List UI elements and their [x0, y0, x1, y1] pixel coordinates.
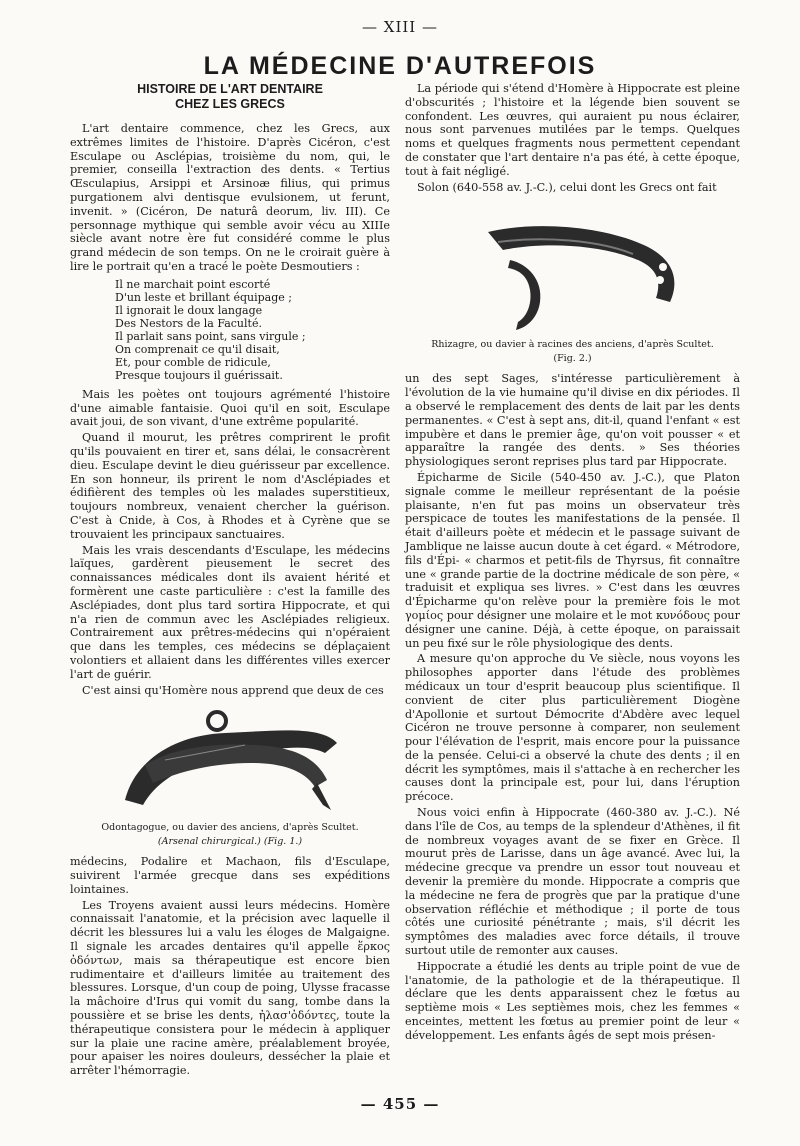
poem-line: D'un leste et brillant équipage ; — [115, 290, 292, 304]
article-heading-line2: CHEZ LES GRECS — [175, 97, 285, 111]
paragraph: Mais les poètes ont toujours agrémenté l'histoire d'une aimable fantaisie. Quoi qu'il en soit, Esculape avait joui, de son vivant, d'une extrême popularité. — [70, 387, 390, 429]
paragraph: L'art dentaire commence, chez les Grecs, aux extrêmes limites de l'histoire. D'après Cicéron, c'est Esculape ou Asclépias, troisième du nom, qui, le premier, conseilla l'extraction des dents. « Tertius Œsculapius, Arsippi et Arsinoæ filius, qui primus purgationem alvi dentisque evulsionem, ut ferunt, invenit. » (Cicéron, De naturâ deorum, liv. III). Ce personnage mythique qui semble avoir vécu au XIIIe siècle avant notre ère fut considéré comme le plus grand médecin de son temps. On ne le croirait guère à lire le portrait qu'en a tracé le poète Desmoutiers : — [70, 122, 390, 273]
paragraph: Quand il mourut, les prêtres comprirent le profit qu'ils pouvaient en tirer et, sans délai, le consacrèrent dieu. Esculape devint le dieu guérisseur par excellence. En son honneur, ils prirent le nom d'Asclépiades et édifièrent des temples où les malades superstitieux, toujours nombreux, venaient chercher la guérison. C'est à Cnide, à Cos, à Rhodes et à Cyrène que se trouvaient les principaux sanctuaires. — [70, 431, 390, 541]
page-number: — 455 — — [360, 1095, 440, 1113]
poem-line: Il ignorait le doux langage — [115, 303, 263, 317]
right-column — [405, 82, 740, 1045]
article-heading — [70, 82, 390, 112]
paragraph: Hippocrate a étudié les dents au triple point de vue de l'anatomie, de la pathologie et de la thérapeutique. Il déclare que les dents apparaissent chez le fœtus au septième mois « Les septièmes mois, chez les femmes « enceintes, mettent les fœtus au premier point de leur « développement. Les enfants âgés de sept mois présen- — [405, 959, 740, 1042]
figure-2-caption: (Fig. 2.) — [553, 352, 592, 364]
paragraph: La période qui s'étend d'Homère à Hippocrate est pleine d'obscurités ; l'histoire et la légende bien souvent se confondent. Les œuvres, qui auraient pu nous éclairer, nous sont parvenues mutilées par le temps. Quelques noms et quelques fragments nous permettent cependant de constater que l'art dentaire n'a pas été, à cette époque, tout à fait négligé. — [405, 82, 740, 178]
page-title: LA MÉDECINE D'AUTREFOIS — [203, 52, 597, 80]
poem-line: Presque toujours il guérissait. — [115, 368, 283, 382]
poem-line: Et, pour comble de ridicule, — [115, 355, 271, 369]
left-column — [70, 82, 390, 1080]
figure-2 — [405, 202, 740, 364]
paragraph: Nous voici enfin à Hippocrate (460-380 av. J.-C.). Né dans l'île de Cos, au temps de la splendeur d'Athènes, il fit de nombreux voyages avant de se fixer en Grèce. Il mourut près de Larisse, dans un âge avancé. Avec lui, la médecine grecque va prendre un essor tout nouveau et devenir la première du monde. Hippocrate a compris que la médecine ne fera de progrès que par la pratique d'une observation réfléchie et méthodique ; il porte de tous côtés une curiosité pénétrante ; mais, s'il décrit les symptômes des maladies avec force détails, il trouve surtout utile de remonter aux causes. — [405, 806, 740, 958]
paragraph: Solon (640-558 av. J.-C.), celui dont les Grecs ont fait — [417, 180, 717, 194]
figure-1 — [70, 705, 390, 847]
paragraph: Épicharme de Sicile (540-450 av. J.-C.), que Platon signale comme le meilleur représentant de la poésie plaisante, n'en fut pas moins un observateur très perspicace de toutes les manifestations de la pensée. Il était d'ailleurs poète et médecin et le passage suivant de Jamblique ne laisse aucun doute à cet égard. « Métrodore, fils d'Épi- « charmos et petit-fils de Thyrsus, fit connaître une « grande partie de la doctrine médicale de son père, « traduisit et expliqua ses livres. » C'est dans les œuvres d'Épicharme qu'on relève pour la première fois le mot γομίος pour désigner une molaire et le mot κυνόδους pour désigner une canine. Déjà, à cette époque, on paraissait un peu fixé sur le rôle physiologique des dents. — [405, 470, 740, 650]
page-roman-numeral: — XIII — — [362, 18, 438, 36]
poem-line: On comprenait ce qu'il disait, — [115, 342, 280, 356]
figure-2-caption: Rhizagre, ou davier à racines des anciens, d'après Scultet. — [431, 339, 714, 351]
paragraph: A mesure qu'on approche du Ve siècle, nous voyons les philosophes apporter dans l'étude des problèmes médicaux un tour d'esprit beaucoup plus scientifique. Il convient de citer plus particulièrement Diogène d'Apollonie et surtout Démocrite d'Abdère avec lequel Cicéron ne trouve personne à comparer, non seulement pour l'élévation de l'esprit, mais encore pour la puissance de la pensée. Celui-ci a observé la chute des dents ; il en décrit les symptômes, mais il s'attache à en rechercher les causes dont la principale est, pour lui, dans l'éruption précoce. — [405, 652, 740, 804]
paragraph: C'est ainsi qu'Homère nous apprend que deux de ces — [82, 683, 384, 697]
poem-line: Il parlait sans point, sans virgule ; — [115, 329, 306, 343]
poem — [115, 278, 390, 382]
poem-line: Il ne marchait point escorté — [115, 277, 271, 291]
paragraph: un des sept Sages, s'intéresse particulièrement à l'évolution de la vie humaine qu'il divise en dix périodes. Il a observé le remplacement des dents de lait par les dents permanentes. « C'est à sept ans, dit-il, quand l'enfant « est impubère et dans le premier âge, qu'on voit pousser « et apparaître la rangée des dents. » Ses théories physiologiques seront reprises plus tard par Hippocrate. — [405, 372, 740, 469]
paragraph: Les Troyens avaient aussi leurs médecins. Homère connaissait l'anatomie, et la précision avec laquelle il décrit les blessures lui a valu les éloges de Malgaigne. Il signale les arcades dentaires qu'il appelle ἕρκος ὀδόντων, mais sa thérapeutique est encore bien rudimentaire et d'ailleurs limitée au traitement des blessures. Lorsque, d'un coup de poing, Ulysse fracasse la mâchoire d'Irus qui vomit du sang, tombe dans la poussière et se brise les dents, ἠλασ'ὀδόντες, toute la thérapeutique consistera pour le médecin à appliquer sur la plaie une racine amère, préalablement broyée, pour apaiser les noires douleurs, dessécher la plaie et arrêter l'hémorragie. — [70, 898, 390, 1078]
figure-1-caption: (Arsenal chirurgical.) (Fig. 1.) — [157, 835, 303, 847]
rhizagre-illustration — [448, 202, 698, 337]
paragraph: médecins, Podalire et Machaon, fils d'Esculape, suivirent l'armée grecque dans ses expéditions lointaines. — [70, 855, 390, 896]
poem-line: Des Nestors de la Faculté. — [115, 316, 262, 330]
article-heading-line1: HISTOIRE DE L'ART DENTAIRE — [137, 82, 323, 96]
paragraph: Mais les vrais descendants d'Esculape, les médecins laïques, gardèrent pieusement le secret des connaissances médicales dont ils avaient hérité et formèrent une caste particulière : c'est la famille des Asclépiades, dont plus tard sortira Hippocrate, et qui n'a rien de commun avec les Asclépiades religieux. Contrairement aux prêtres-médecins qui n'opéraient que dans les temples, ces médecins se déplaçaient volontiers et allaient dans les différentes villes exercer l'art de guérir. — [70, 543, 390, 681]
figure-1-caption: Odontagogue, ou davier des anciens, d'après Scultet. — [101, 822, 359, 834]
odontagogue-illustration — [105, 705, 355, 820]
